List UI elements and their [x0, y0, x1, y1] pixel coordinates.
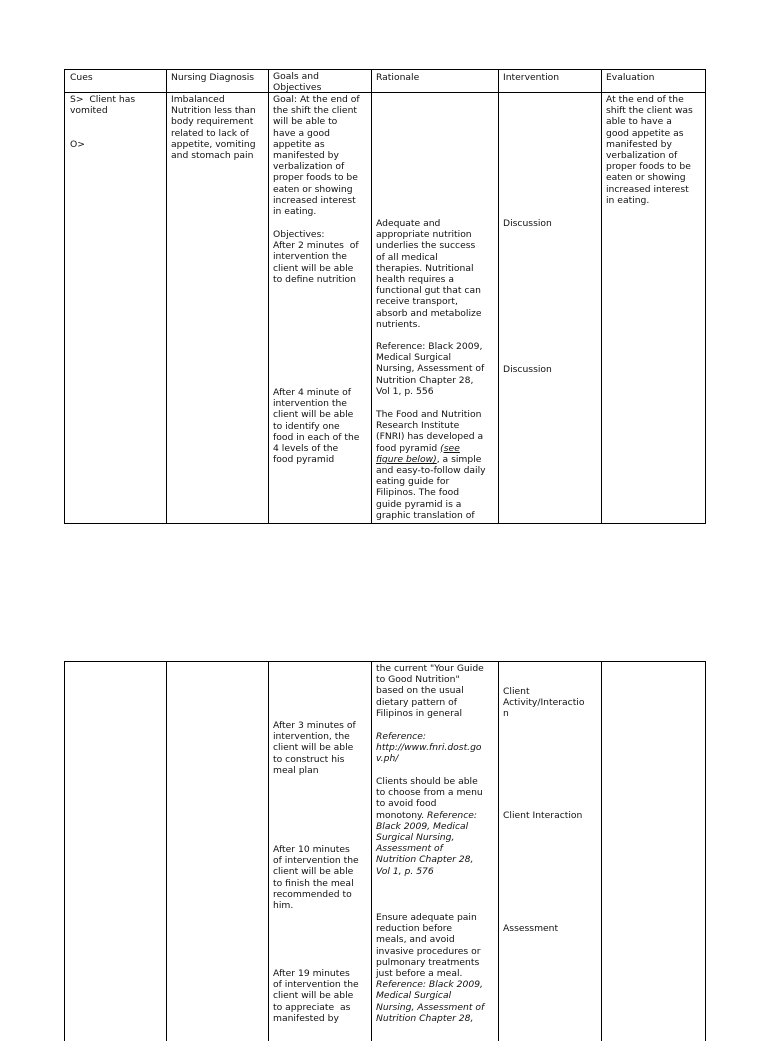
cues-text: S> Client has vomited O> — [70, 94, 136, 150]
rationale-3-reference: Reference: Black 2009, Medical Surgical Nursing, Assessment of Nutrition Chapter 28, — [376, 979, 485, 1024]
figure-link-2[interactable]: figure below) — [376, 453, 437, 465]
column-divider — [371, 70, 372, 523]
objective-3-text: After 19 minutes of intervention the client will be able to appreciate as manifested by — [273, 968, 359, 1024]
intervention-2-text: Discussion — [503, 364, 552, 375]
rationale-1-text: Adequate and appropriate nutrition underlies the success of all medical therapies. Nutritional health requires a functional gut that can receive transport, absorb and metabolize nutrients. — [376, 218, 482, 330]
column-divider — [268, 70, 269, 523]
intervention-3-text: Assessment — [503, 923, 559, 934]
reference-url-text: Reference: http://www.fnri.dost.go v.ph/ — [376, 731, 482, 765]
rationale-3-text — [376, 409, 486, 521]
header-rationale: Rationale — [376, 72, 420, 83]
evaluation-text: At the end of the shift the client was able to have a good appetite as manifested by verbalization of proper foods to be eaten or showing increased interest in eating. — [606, 94, 693, 206]
column-divider — [498, 70, 499, 523]
column-divider — [498, 662, 499, 1041]
column-divider — [601, 662, 602, 1041]
rationale-3-part-a: Ensure adequate pain reduction before meals, and avoid invasive procedures or pulmonary treatments just before a meal. — [376, 912, 481, 980]
intervention-1-text: Discussion — [503, 218, 552, 229]
column-divider — [268, 662, 269, 1041]
header-evaluation: Evaluation — [606, 72, 655, 83]
header-divider — [65, 92, 705, 93]
rationale-3-part-b: , a simple — [436, 453, 482, 465]
header-cues: Cues — [70, 72, 93, 83]
objective-1-text: After 3 minutes of intervention, the client will be able to construct his meal plan — [273, 720, 356, 776]
rationale-3-text — [376, 912, 484, 1024]
rationale-3-part-c: and easy-to-follow daily eating guide for Filipinos. The food guide pyramid is a graphic translation of — [376, 465, 486, 521]
header-goals-objectives: Goals and Objectives — [273, 71, 322, 94]
column-divider — [166, 70, 167, 523]
column-divider — [371, 662, 372, 1041]
rationale-2-text: Reference: Black 2009, Medical Surgical Nursing, Assessment of Nutrition Chapter 28, Vol 1, p. 556 — [376, 341, 485, 397]
objective-2-text: After 4 minute of intervention the client will be able to identify one food in each of the 4 levels of the food pyramid — [273, 387, 360, 466]
header-intervention: Intervention — [503, 72, 560, 83]
rationale-2-reference: Reference: Black 2009, Medical Surgical Nursing, Assessment of Nutrition Chapter 28, Vol 1, p. 576 — [376, 809, 478, 877]
figure-link-1[interactable]: (see — [440, 442, 460, 454]
care-plan-table-2 — [64, 661, 706, 1041]
column-divider — [601, 70, 602, 523]
intervention-2-text: Client Interaction — [503, 810, 583, 821]
intervention-1-text: Client Activity/Interactio n — [503, 686, 585, 720]
rationale-2-part-a: Clients should be able to choose from a menu to avoid food monotony. — [376, 776, 483, 821]
objective-2-text: After 10 minutes of intervention the client will be able to finish the meal recommended to him. — [273, 844, 359, 912]
rationale-1-text: the current "Your Guide to Good Nutrition" based on the usual dietary pattern of Filipinos in general — [376, 663, 484, 719]
rationale-3-part-a: The Food and Nutrition Research Institute (FNRI) has developed a food pyramid — [376, 409, 484, 454]
goal-text: Goal: At the end of the shift the client will be able to have a good appetite as manifested by verbalization of proper foods to be eaten or showing increased interest in eating. — [273, 94, 360, 218]
diagnosis-text: Imbalanced Nutrition less than body requirement related to lack of appetite, vomiting and stomach pain — [171, 94, 256, 162]
header-nursing-diagnosis: Nursing Diagnosis — [171, 72, 255, 83]
objectives-text: Objectives: After 2 minutes of intervention the client will be able to define nutrition — [273, 229, 359, 285]
column-divider — [166, 662, 167, 1041]
rationale-2-text — [376, 776, 483, 877]
care-plan-table-1 — [64, 69, 706, 524]
